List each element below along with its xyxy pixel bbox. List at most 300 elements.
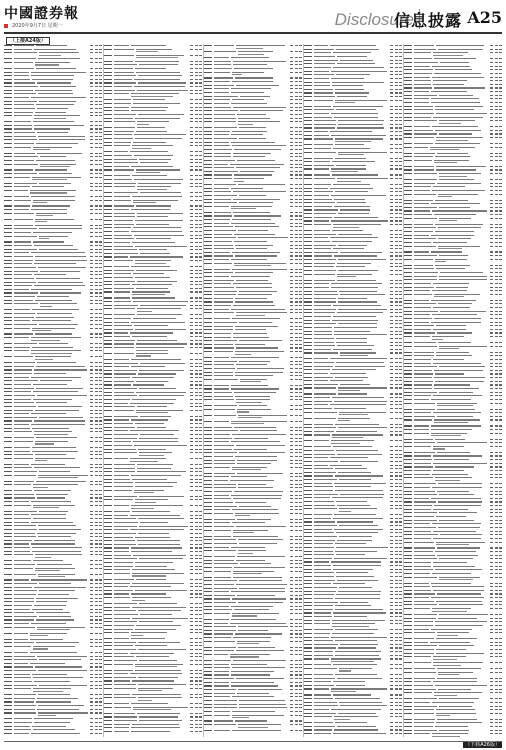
table-cell [99, 369, 102, 370]
table-cell [314, 594, 334, 595]
table-cell [4, 252, 12, 253]
table-cell [214, 619, 229, 620]
table-cell [4, 49, 12, 50]
table-cell [199, 430, 202, 431]
table-cell [390, 213, 393, 214]
table-cell [304, 629, 312, 630]
table-cell [135, 61, 179, 62]
table-cell [390, 188, 393, 189]
table-cell [395, 124, 398, 125]
table-cell [214, 283, 231, 284]
table-cell [99, 583, 102, 584]
table-cell [290, 252, 293, 253]
table-cell [99, 366, 102, 367]
table-cell [299, 396, 302, 397]
table-cell [95, 183, 98, 184]
table-cell [4, 568, 12, 569]
table-cell [4, 289, 12, 290]
table-cell [134, 325, 169, 326]
table-cell [304, 158, 312, 159]
table-cell [399, 144, 402, 145]
table-cell [33, 648, 48, 649]
table-cell [304, 644, 312, 645]
table-cell [235, 720, 267, 721]
table-cell [314, 199, 332, 200]
table-cell [14, 601, 34, 602]
table-cell [190, 260, 193, 261]
table-cell [199, 347, 202, 348]
table-cell [104, 505, 112, 506]
table-cell [114, 479, 130, 480]
table-row [4, 566, 102, 572]
table-cell [238, 539, 284, 540]
table-cell [190, 555, 193, 556]
table-cell [314, 92, 333, 93]
table-cell [390, 230, 393, 231]
table-cell [399, 401, 402, 402]
table-cell [295, 57, 298, 58]
table-cell [399, 312, 402, 313]
table-cell [33, 484, 78, 485]
table-cell [104, 515, 112, 516]
table-cell [137, 713, 180, 714]
table-cell [204, 174, 212, 175]
table-row [104, 307, 202, 313]
table-cell [204, 385, 212, 386]
table-cell [390, 726, 393, 727]
table-cell [99, 605, 102, 606]
table-cell [304, 664, 312, 665]
table-cell [114, 260, 133, 261]
table-row [4, 212, 102, 218]
table-cell [399, 320, 402, 321]
table-cell [132, 724, 179, 725]
table-cell [104, 166, 112, 167]
table-cell [34, 722, 70, 723]
table-cell [390, 106, 393, 107]
table-cell [395, 424, 398, 425]
table-cell [30, 192, 67, 193]
table-cell [237, 160, 275, 161]
table-cell [339, 511, 352, 512]
table-cell [299, 626, 302, 627]
table-cell [38, 406, 82, 407]
table-cell [395, 234, 398, 235]
table-cell [90, 347, 93, 348]
table-cell [190, 518, 193, 519]
table-cell [114, 607, 130, 608]
table-cell [14, 685, 37, 686]
table-cell [30, 635, 47, 636]
table-cell [195, 597, 198, 598]
table-cell [395, 705, 398, 706]
table-cell [104, 103, 112, 104]
table-cell [99, 540, 102, 541]
table-cell [99, 337, 102, 338]
table-cell [214, 153, 231, 154]
table-cell [132, 575, 166, 576]
table-cell [4, 652, 12, 653]
table-cell [133, 318, 176, 319]
table-cell [95, 574, 98, 575]
table-cell [390, 245, 393, 246]
table-cell [195, 266, 198, 267]
table-cell [95, 525, 98, 526]
table-cell [104, 61, 112, 62]
table-cell [95, 646, 98, 647]
table-cell [99, 209, 102, 210]
table-cell [195, 540, 198, 541]
table-cell [131, 209, 170, 210]
table-cell [214, 730, 230, 731]
table-cell [190, 281, 193, 282]
table-cell [199, 213, 202, 214]
table-cell [395, 685, 398, 686]
table-cell [333, 184, 370, 185]
table-cell [390, 178, 393, 179]
table-cell [114, 329, 133, 330]
disclosure-table-area [4, 36, 502, 739]
table-cell [90, 303, 93, 304]
table-cell [4, 309, 12, 310]
table-cell [39, 659, 81, 660]
table-cell [237, 473, 284, 474]
table-cell [204, 103, 212, 104]
table-cell [399, 255, 402, 256]
table-cell [104, 680, 112, 681]
table-cell [99, 278, 102, 279]
table-cell [399, 514, 402, 515]
table-cell [299, 495, 302, 496]
table-cell [290, 543, 293, 544]
table-cell [190, 227, 193, 228]
table-cell [199, 216, 202, 217]
table-cell [14, 343, 37, 344]
table-cell [14, 533, 35, 534]
table-cell [14, 228, 37, 229]
table-row [104, 290, 202, 296]
table-cell [204, 351, 212, 352]
table-cell [204, 276, 212, 277]
table-cell [395, 623, 398, 624]
table-cell [36, 143, 77, 144]
table-cell [390, 664, 393, 665]
table-cell [395, 483, 398, 484]
table-cell [14, 213, 34, 214]
table-cell [233, 153, 270, 154]
table-cell [314, 655, 333, 656]
table-cell [14, 726, 30, 727]
table-cell [204, 188, 212, 189]
table-cell [114, 366, 129, 367]
table-cell [399, 342, 402, 343]
table-cell [335, 609, 383, 610]
table-cell [204, 641, 212, 642]
table-cell [37, 709, 79, 710]
table-row [4, 349, 102, 355]
table-cell [199, 145, 202, 146]
table-cell [214, 704, 237, 705]
table-cell [295, 491, 298, 492]
table-cell [231, 188, 263, 189]
table-cell [95, 350, 98, 351]
table-cell [335, 674, 377, 675]
table-cell [104, 562, 112, 563]
table-cell [14, 320, 30, 321]
table-cell [299, 650, 302, 651]
table-cell [136, 579, 166, 580]
table-cell [95, 543, 98, 544]
table-cell [104, 649, 112, 650]
table-cell [14, 90, 33, 91]
table-cell [304, 148, 312, 149]
table-cell [214, 550, 236, 551]
table-cell [195, 445, 198, 446]
table-cell [90, 177, 93, 178]
table-cell [190, 688, 193, 689]
table-cell [290, 609, 293, 610]
table-cell [34, 128, 70, 129]
table-cell [14, 554, 33, 555]
table-cell [99, 726, 102, 727]
table-cell [195, 343, 198, 344]
table-cell [395, 602, 398, 603]
table-cell [195, 573, 198, 574]
table-cell [336, 450, 377, 451]
table-cell [99, 471, 102, 472]
table-cell [399, 486, 402, 487]
table-cell [4, 200, 12, 201]
table-cell [36, 68, 76, 69]
table-cell [314, 602, 338, 603]
table-row [4, 504, 102, 510]
table-cell [399, 598, 402, 599]
table-cell [99, 285, 102, 286]
table-cell [214, 637, 231, 638]
table-cell [295, 427, 298, 428]
table-cell [95, 639, 98, 640]
table-cell [314, 418, 336, 419]
table-cell [395, 688, 398, 689]
table-cell [204, 434, 212, 435]
table-cell [104, 526, 112, 527]
table-cell [99, 104, 102, 105]
table-cell [99, 49, 102, 50]
table-cell [14, 612, 34, 613]
table-cell [195, 297, 198, 298]
table-cell [14, 467, 32, 468]
table-cell [95, 547, 98, 548]
table-cell [35, 169, 67, 170]
table-cell [236, 315, 265, 316]
table-cell [95, 143, 98, 144]
table-cell [290, 202, 293, 203]
table-cell [234, 68, 273, 69]
table-cell [390, 184, 393, 185]
table-cell [90, 729, 93, 730]
table-cell [331, 688, 387, 689]
table-cell [37, 698, 78, 699]
table-cell [304, 113, 312, 114]
table-cell [299, 441, 302, 442]
table-cell [4, 285, 12, 286]
table-cell [395, 454, 398, 455]
table-cell [299, 547, 302, 548]
table-cell [99, 62, 102, 63]
table-cell [295, 156, 298, 157]
table-cell [95, 49, 98, 50]
table-cell [304, 56, 312, 57]
table-cell [104, 499, 112, 500]
table-cell [334, 483, 386, 484]
table-cell [395, 274, 398, 275]
table-cell [314, 685, 334, 686]
table-cell [331, 168, 366, 169]
table-cell [204, 584, 212, 585]
table-cell [304, 561, 312, 562]
table-cell [237, 368, 284, 369]
masthead [0, 0, 506, 34]
table-cell [195, 377, 198, 378]
table-cell [214, 99, 230, 100]
table-cell [135, 423, 164, 424]
table-cell [295, 495, 298, 496]
table-cell [304, 305, 312, 306]
table-cell [95, 511, 98, 512]
table-cell [33, 232, 72, 233]
table-cell [399, 124, 402, 125]
table-cell [299, 539, 302, 540]
table-row [304, 622, 402, 628]
table-cell [95, 317, 98, 318]
table-cell [214, 584, 234, 585]
table-cell [39, 55, 61, 56]
table-cell [290, 326, 293, 327]
table-row [204, 713, 302, 719]
table-cell [37, 362, 76, 363]
table-cell [214, 539, 236, 540]
table-cell [330, 188, 373, 189]
table-cell [304, 263, 312, 264]
table-cell [95, 86, 98, 87]
table-cell [14, 225, 33, 226]
table-cell [334, 117, 378, 118]
table-cell [304, 609, 312, 610]
table-cell [395, 67, 398, 68]
table-cell [90, 278, 93, 279]
table-cell [4, 369, 12, 370]
table-cell [136, 343, 186, 344]
table-cell [290, 276, 293, 277]
table-cell [295, 591, 298, 592]
table-cell [195, 496, 198, 497]
table-cell [390, 152, 393, 153]
table-cell [304, 475, 312, 476]
table-row [4, 218, 102, 224]
table-cell [299, 678, 302, 679]
table-cell [214, 399, 234, 400]
table-cell [295, 619, 298, 620]
table-cell [31, 97, 86, 98]
table-cell [399, 294, 402, 295]
table-cell [90, 380, 93, 381]
table-cell [31, 522, 73, 523]
table-cell [14, 156, 38, 157]
table-cell [190, 388, 193, 389]
table-cell [14, 475, 36, 476]
table-cell [14, 285, 32, 286]
table-cell [395, 609, 398, 610]
table-cell [399, 702, 402, 703]
table-cell [240, 96, 270, 97]
table-cell [195, 370, 198, 371]
table-cell [95, 377, 98, 378]
table-cell [304, 658, 312, 659]
table-cell [14, 356, 33, 357]
table-cell [4, 536, 12, 537]
table-cell [90, 267, 93, 268]
table-cell [331, 637, 388, 638]
table-cell [390, 252, 393, 253]
table-cell [14, 62, 33, 63]
table-cell [90, 252, 93, 253]
table-cell [231, 671, 274, 672]
table-cell [4, 388, 12, 389]
table-cell [14, 583, 37, 584]
table-cell [95, 356, 98, 357]
table-cell [395, 440, 398, 441]
table-cell [133, 273, 165, 274]
table-cell [314, 161, 330, 162]
table-cell [199, 618, 202, 619]
table-cell [4, 93, 12, 94]
table-cell [195, 340, 198, 341]
table-cell [390, 217, 393, 218]
table-cell [299, 96, 302, 97]
table-cell [295, 650, 298, 651]
table-cell [199, 607, 202, 608]
table-cell [4, 701, 12, 702]
table-cell [14, 437, 34, 438]
table-cell [299, 476, 302, 477]
table-cell [338, 713, 376, 714]
table-cell [214, 88, 229, 89]
table-cell [338, 270, 378, 271]
table-cell [304, 100, 312, 101]
table-cell [114, 151, 128, 152]
table-cell [95, 160, 98, 161]
table-cell [36, 481, 86, 482]
table-cell [304, 716, 312, 717]
table-cell [134, 79, 180, 80]
table-cell [399, 174, 402, 175]
table-cell [234, 149, 281, 150]
table-cell [399, 67, 402, 68]
table-cell [333, 565, 381, 566]
table-cell [95, 93, 98, 94]
table-cell [204, 99, 212, 100]
table-cell [314, 377, 333, 378]
table-cell [290, 445, 293, 446]
table-cell [114, 445, 132, 446]
table-cell [332, 230, 364, 231]
table-cell [99, 213, 102, 214]
table-cell [214, 368, 235, 369]
table-cell [214, 388, 229, 389]
table-cell [299, 385, 302, 386]
table-cell [295, 167, 298, 168]
table-cell [399, 434, 402, 435]
